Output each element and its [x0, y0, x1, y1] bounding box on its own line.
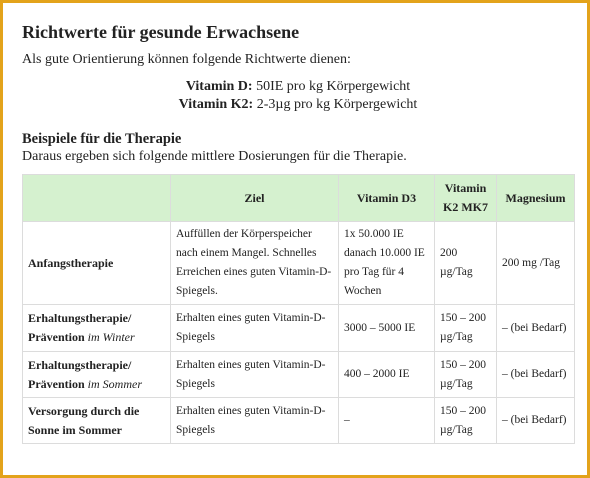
table-header-cell: Vitamin D3 [339, 175, 435, 222]
row-title: Anfangstherapie [28, 255, 114, 270]
table-cell: 150 – 200 µg/Tag [435, 352, 497, 398]
table-cell: 200 µg/Tag [435, 222, 497, 305]
table-row [23, 352, 575, 398]
section-heading: Beispiele für die Therapie [22, 131, 182, 147]
intro-text: Als gute Orientierung können folgende Richtwerte dienen: [22, 52, 351, 67]
row-title-cell [23, 398, 171, 444]
table-row [23, 305, 575, 352]
table-cell: Auffüllen der Körperspeicher nach einem Mangel. Schnelles Erreichen eines guten Vitamin-D-Spiegels. [171, 222, 339, 305]
section-text: Daraus ergeben sich folgende mittlere Dosierungen für die Therapie. [22, 149, 407, 164]
table-header-cell: Vitamin K2 MK7 [435, 175, 497, 222]
table-header-cell: Magnesium [497, 175, 575, 222]
table-cell: 1x 50.000 IE danach 10.000 IE pro Tag für 4 Wochen [339, 222, 435, 305]
table-cell: Erhalten eines guten Vitamin-D-Spiegels [171, 305, 339, 352]
row-title-suffix: im Sommer [87, 376, 142, 391]
table-cell: 200 mg /Tag [497, 222, 575, 305]
table-cell: 150 – 200 µg/Tag [435, 305, 497, 352]
table-header-row [23, 175, 575, 222]
row-title: Erhaltungstherapie/ Prävention [28, 357, 132, 391]
dosage-table [22, 174, 575, 444]
row-title: Versorgung durch die Sonne im Sommer [28, 403, 140, 437]
table-cell: 400 – 2000 IE [339, 352, 435, 398]
guideline-value: 50IE pro kg Körpergewicht [256, 79, 411, 94]
table-cell: Erhalten eines guten Vitamin-D-Spiegels [171, 352, 339, 398]
table-header-cell: Ziel [171, 175, 339, 222]
row-title-cell [23, 222, 171, 305]
table-row [23, 398, 575, 444]
guideline-value: 2-3µg pro kg Körpergewicht [256, 97, 418, 112]
table-cell: – (bei Bedarf) [497, 398, 575, 444]
row-title-cell [23, 305, 171, 352]
article-content [22, 21, 574, 437]
table-cell: – [339, 398, 435, 444]
table-cell: 3000 – 5000 IE [339, 305, 435, 352]
table-row [23, 222, 575, 305]
guideline-vitamin-d [22, 78, 574, 96]
row-title: Erhaltungstherapie/ Prävention [28, 311, 132, 344]
table-header-cell [23, 175, 171, 222]
row-title-cell [23, 352, 171, 398]
table-cell: – (bei Bedarf) [497, 352, 575, 398]
guideline-label: Vitamin K2: [178, 97, 254, 112]
row-title-suffix: im Winter [87, 330, 135, 344]
table-cell: Erhalten eines guten Vitamin-D-Spiegels [171, 398, 339, 444]
page-title: Richtwerte für gesunde Erwachsene [22, 22, 300, 42]
table-cell: – (bei Bedarf) [497, 305, 575, 352]
table-cell: 150 – 200 µg/Tag [435, 398, 497, 444]
guideline-vitamin-k2 [22, 96, 574, 114]
guideline-label: Vitamin D: [185, 79, 253, 94]
